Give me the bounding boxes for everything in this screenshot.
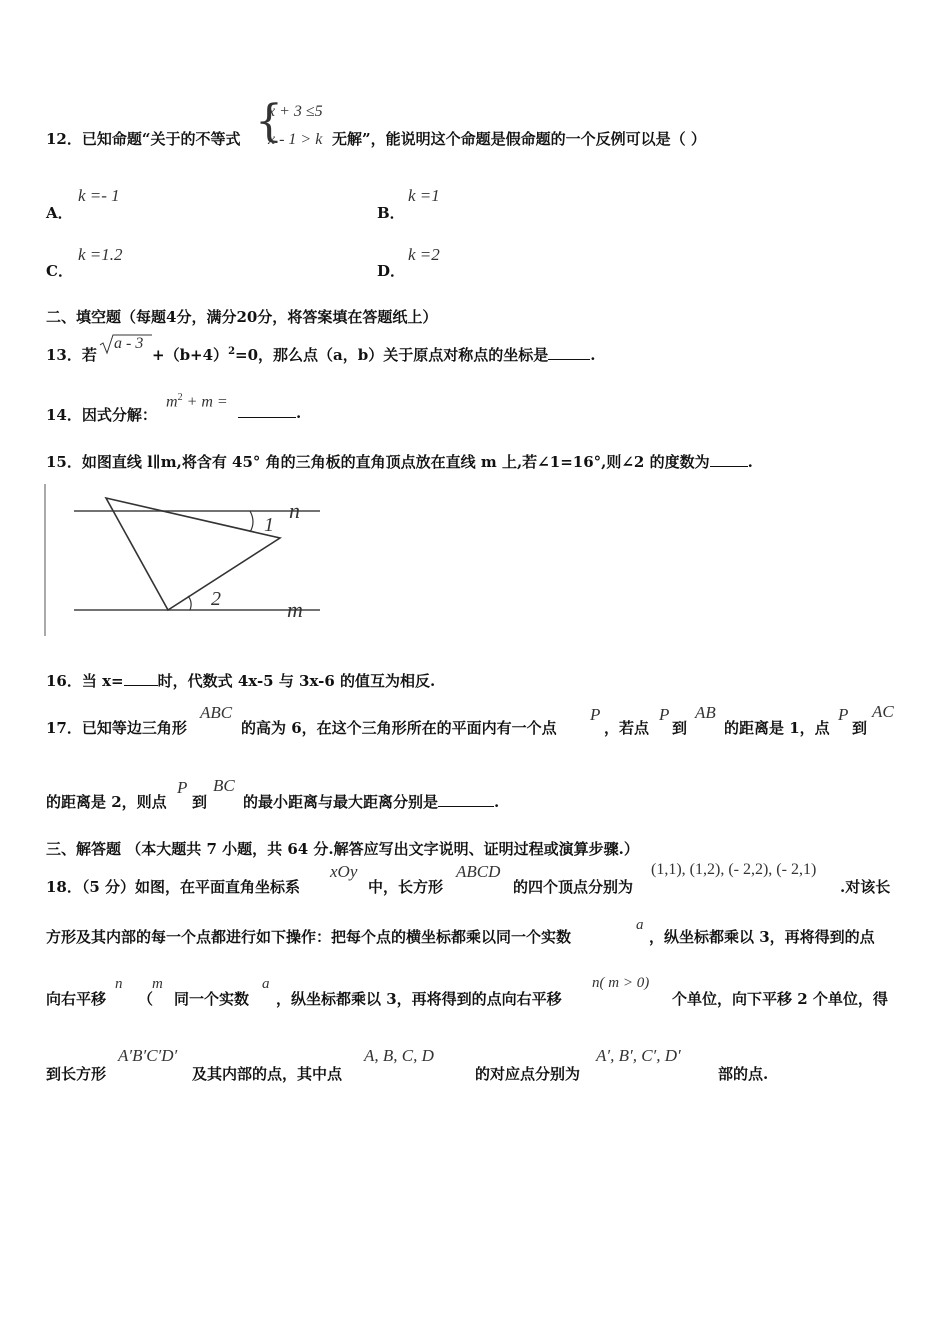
q12-option-a-expr: k =- 1 — [78, 186, 120, 205]
q18-var-m: m — [152, 976, 163, 992]
angle-1-arc — [250, 511, 253, 532]
q18-part1: 18．（5 分）如图，在平面直角坐标系 — [46, 878, 301, 896]
q18-coordinates: (1,1), (1,2), (- 2,2), (- 2,1) — [651, 861, 817, 878]
q18-part2: 中，长方形 — [368, 878, 444, 896]
q17-part4: 到 — [672, 719, 688, 737]
q18-line3b: （ — [138, 990, 154, 1008]
q17-point-p-3: P — [838, 705, 849, 724]
q17-part6: 到 — [852, 719, 868, 737]
q17-part2: 的高为 6，在这个三角形所在的平面内有一个点 — [241, 719, 557, 737]
q17-part9-text: 的最小距离与最大距离分别是 — [243, 793, 439, 811]
q18-xoy: xOy — [330, 862, 358, 881]
line-m-label: m — [287, 597, 303, 622]
q12-tail: 无解”，能说明这个命题是假命题的一个反例可以是（ ） — [332, 130, 706, 148]
q17-point-p-4: P — [177, 778, 188, 797]
q14-expression — [166, 392, 228, 411]
q12-system-line1: x + 3 ≤5 — [268, 103, 323, 120]
q18-line3c: 同一个实数 — [174, 990, 250, 1008]
q14-answer — [238, 404, 301, 422]
q18-points-abcd-prime: A′, B′, C′, D′ — [596, 1046, 681, 1065]
q17-part3: ，若点 — [604, 719, 650, 737]
q13-mid-text: +（b+4） — [152, 346, 229, 364]
q17-end: . — [494, 793, 500, 811]
q14-end: . — [296, 404, 302, 422]
q16-tail: 时，代数式 4x-5 与 3x-6 的值互为相反. — [157, 672, 436, 690]
q17-triangle-abc: ABC — [200, 703, 233, 722]
q18-line4c: 的对应点分别为 — [475, 1065, 581, 1083]
q13-prefix: 13．若 — [46, 346, 97, 364]
section-2-heading: 二、填空题（每题4分，满分20分，将答案填在答题纸上） — [46, 308, 438, 326]
q16-stem — [46, 670, 435, 691]
q14-answer-blank[interactable] — [238, 417, 296, 418]
q12-option-c-letter: C． — [46, 262, 73, 280]
q14-var: m — [166, 393, 178, 411]
q14-prefix: 14．因式分解： — [46, 406, 157, 424]
q18-rect-abcd-prime: A′B′C′D′ — [118, 1046, 178, 1065]
triangle-ruler — [106, 498, 280, 610]
q18-line2: 方形及其内部的每一个点都进行如下操作：把每个点的横坐标都乘以同一个实数 — [46, 928, 572, 946]
section-3-heading: 三、解答题 （本大题共 7 小题，共 64 分.解答应写出文字说明、证明过程或演算步骤.） — [46, 840, 639, 858]
q15-answer-blank[interactable] — [710, 466, 748, 467]
q18-line2b: ，纵坐标都乘以 3，再将得到的点 — [649, 928, 875, 946]
line-n-label: n — [289, 498, 300, 523]
q17-side-bc: BC — [213, 776, 235, 795]
q18-line3a: 向右平移 — [46, 990, 107, 1008]
q16-answer-blank[interactable] — [124, 685, 158, 686]
q12-option-d-letter: D． — [377, 262, 406, 280]
q18-part3: 的四个顶点分别为 — [513, 878, 634, 896]
q12-option-a-letter: A． — [46, 204, 73, 222]
q18-line4d: 部的点. — [718, 1065, 769, 1083]
q15-stem — [46, 451, 753, 472]
angle-2-arc — [188, 596, 191, 610]
q13-end: . — [590, 346, 596, 364]
q16-prefix: 16．当 x= — [46, 672, 124, 690]
q17-part5: 的距离是 1，点 — [724, 719, 830, 737]
q18-var-a-1: a — [636, 917, 644, 933]
q18-line4b: 及其内部的点，其中点 — [192, 1065, 343, 1083]
q12-prefix: 12．已知命题“关于 — [46, 130, 181, 148]
q17-point-p-1: P — [590, 705, 601, 724]
q13-tail: =0，那么点（a，b）关于原点对称点的坐标是 — [235, 346, 549, 364]
q18-rect-abcd: ABCD — [456, 862, 501, 881]
q18-line4a: 到长方形 — [46, 1065, 107, 1083]
q12-option-d-expr: k =2 — [408, 245, 440, 264]
q17-part7: 的距离是 2，则点 — [46, 793, 167, 811]
q13-radicand: a - 3 — [114, 335, 144, 352]
q17-side-ab: AB — [695, 703, 716, 722]
q18-line3e: 个单位，向下平移 2 个单位，得 — [672, 990, 888, 1008]
q12-stem — [46, 128, 241, 149]
q12-option-b-letter: B． — [377, 204, 405, 222]
q18-var-a-2: a — [262, 976, 270, 992]
q15-end: . — [747, 453, 753, 471]
q14-exponent: 2 — [177, 392, 183, 403]
q15-figure — [40, 480, 320, 642]
q18-line3d: ，纵坐标都乘以 3，再将得到的点向右平移 — [276, 990, 562, 1008]
q17-part1: 17．已知等边三角形 — [46, 719, 187, 737]
angle-2-label: 2 — [211, 588, 221, 610]
q12-option-c-expr: k =1.2 — [78, 245, 123, 264]
q17-point-p-2: P — [659, 705, 670, 724]
q14-rest: + m = — [186, 393, 228, 411]
q17-part8: 到 — [192, 793, 208, 811]
q18-var-n: n — [115, 976, 123, 992]
q12-suffix: 的不等式 — [180, 130, 241, 148]
q12-system-line2: x - 1 > k — [268, 131, 323, 148]
q18-part4: .对该长 — [840, 878, 891, 896]
q17-side-ac: AC — [872, 702, 894, 721]
q13-answer-blank[interactable] — [548, 359, 590, 360]
q13-mid — [152, 344, 595, 365]
q13-exponent: 2 — [228, 346, 236, 357]
q12-option-b-expr: k =1 — [408, 186, 440, 205]
q18-points-abcd: A, B, C, D — [364, 1046, 434, 1065]
angle-1-label: 1 — [264, 514, 274, 536]
q12-brace: { — [255, 96, 283, 147]
q17-answer-blank[interactable] — [438, 806, 494, 807]
q17-part9 — [243, 791, 499, 812]
q18-n-condition: n( m > 0) — [592, 975, 650, 991]
q15-text: 15．如图直线 l∥m,将含有 45° 角的三角板的直角顶点放在直线 m 上,若∠1=16°,则∠2 的度数为 — [46, 453, 710, 471]
